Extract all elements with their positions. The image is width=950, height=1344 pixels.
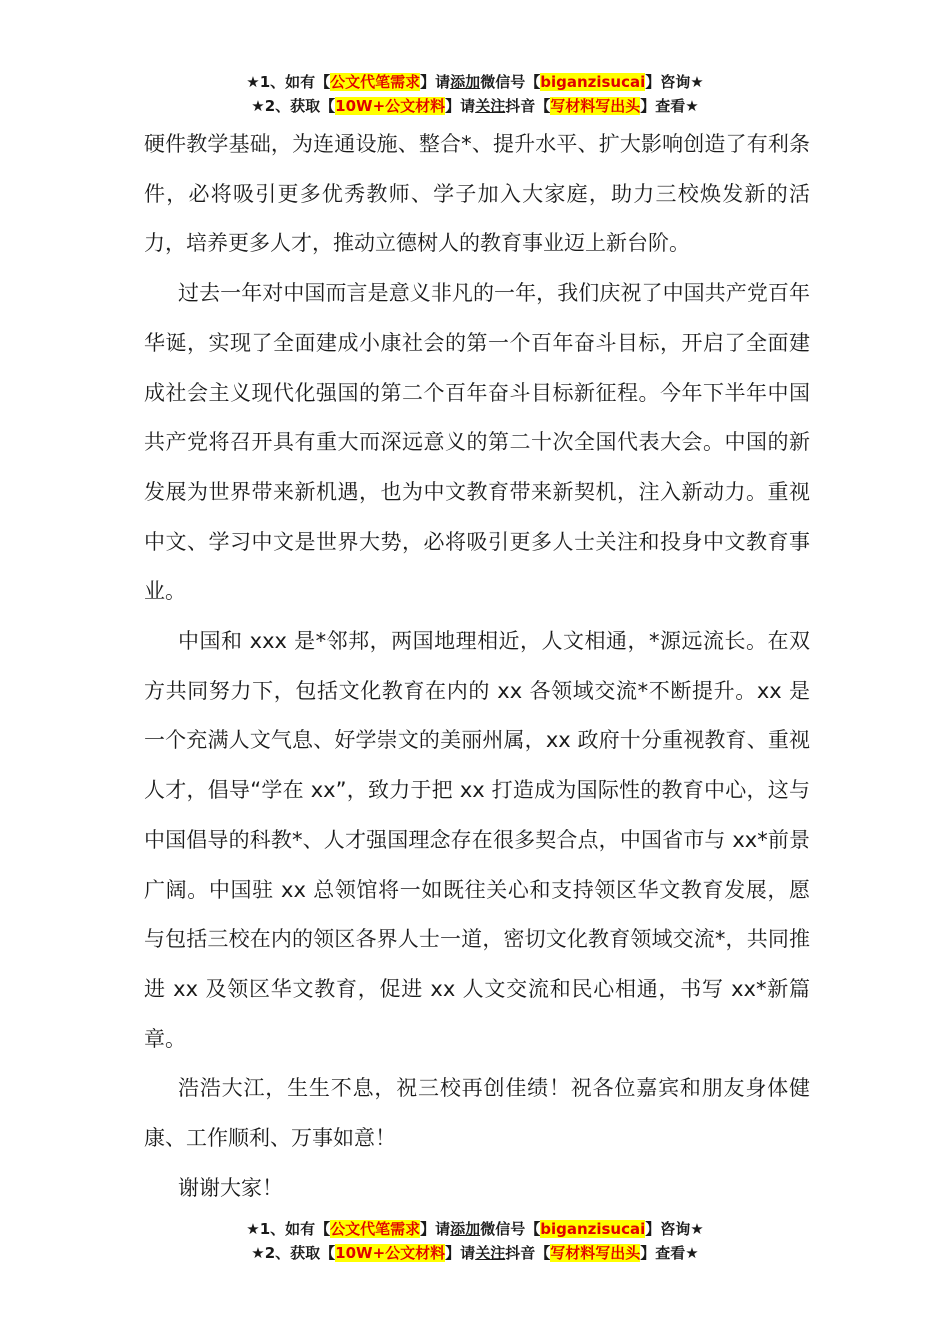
highlight-douyin: 写材料写出头 — [550, 1244, 641, 1262]
footer-banner — [0, 1217, 950, 1265]
star-icon: ★ — [246, 1220, 260, 1238]
star-icon: ★ — [246, 73, 260, 91]
paragraph-4: 浩浩大江，生生不息，祝三校再创佳绩！祝各位嘉宾和朋友身体健康、工作顺利、万事如意！ — [144, 1076, 810, 1151]
highlight-wechat-id: biganzisucai — [540, 73, 646, 91]
star-icon: ★ — [690, 1220, 704, 1238]
paragraph-3: 中国和 xxx 是*邻邦，两国地理相近，人文相通，*源远流长。在双方共同努力下，包括文化教育在内的 xx 各领域交流*不断提升。xx 是一个充满人文气息、好学崇文的美丽州属，xx 政府十分重视教育、重视人才，倡导“学在 xx”，致力于把 xx 打造成为国际性的教育中心，这与中国倡导的科教*、人才强国理念存在很多契合点，中国省市与 xx*前景广阔。中国驻 xx 总领馆将一如既往关心和支持领区华文教育发展，愿与包括三校在内的领区各界人士一道，密切文化教育领域交流*，共同推进 xx 及领区华文教育，促进 xx 人文交流和民心相通，书写 xx*新篇章。 — [144, 629, 810, 1051]
highlight-service: 公文代笔需求 — [330, 73, 421, 91]
highlight-douyin: 写材料写出头 — [550, 97, 641, 115]
paragraph-2: 过去一年对中国而言是意义非凡的一年，我们庆祝了中国共产党百年华诞，实现了全面建成小康社会的第一个百年奋斗目标，开启了全面建成社会主义现代化强国的第二个百年奋斗目标新征程。今年下半年中国共产党将召开具有重大而深远意义的第二十次全国代表大会。中国的新发展为世界带来新机遇，也为中文教育带来新契机，注入新动力。重视中文、学习中文是世界大势，必将吸引更多人士关注和投身中文教育事业。 — [144, 281, 810, 604]
banner-line-1: ★1、如有【公文代笔需求】请添加微信号【biganzisucai】咨询★ — [246, 73, 704, 91]
banner-line-2: ★2、获取【10W+公文材料】请关注抖音【写材料写出头】查看★ — [251, 1244, 699, 1262]
paragraph-1: 硬件教学基础，为连通设施、整合*、提升水平、扩大影响创造了有利条件，必将吸引更多优秀教师、学子加入大家庭，助力三校焕发新的活力，培养更多人才，推动立德树人的教育事业迈上新台阶。 — [144, 132, 810, 256]
star-icon: ★ — [685, 1244, 699, 1262]
document-body — [144, 120, 810, 1213]
banner-line-2: ★2、获取【10W+公文材料】请关注抖音【写材料写出头】查看★ — [251, 97, 699, 115]
star-icon: ★ — [690, 73, 704, 91]
star-icon: ★ — [251, 1244, 265, 1262]
banner-line-1: ★1、如有【公文代笔需求】请添加微信号【biganzisucai】咨询★ — [246, 1220, 704, 1238]
star-icon: ★ — [251, 97, 265, 115]
highlight-service: 公文代笔需求 — [330, 1220, 421, 1238]
highlight-wechat-id: biganzisucai — [540, 1220, 646, 1238]
star-icon: ★ — [685, 97, 699, 115]
highlight-materials: 10W+公文材料 — [335, 1244, 446, 1262]
highlight-materials: 10W+公文材料 — [335, 97, 446, 115]
header-banner — [0, 70, 950, 118]
paragraph-closing: 谢谢大家！ — [178, 1175, 283, 1200]
